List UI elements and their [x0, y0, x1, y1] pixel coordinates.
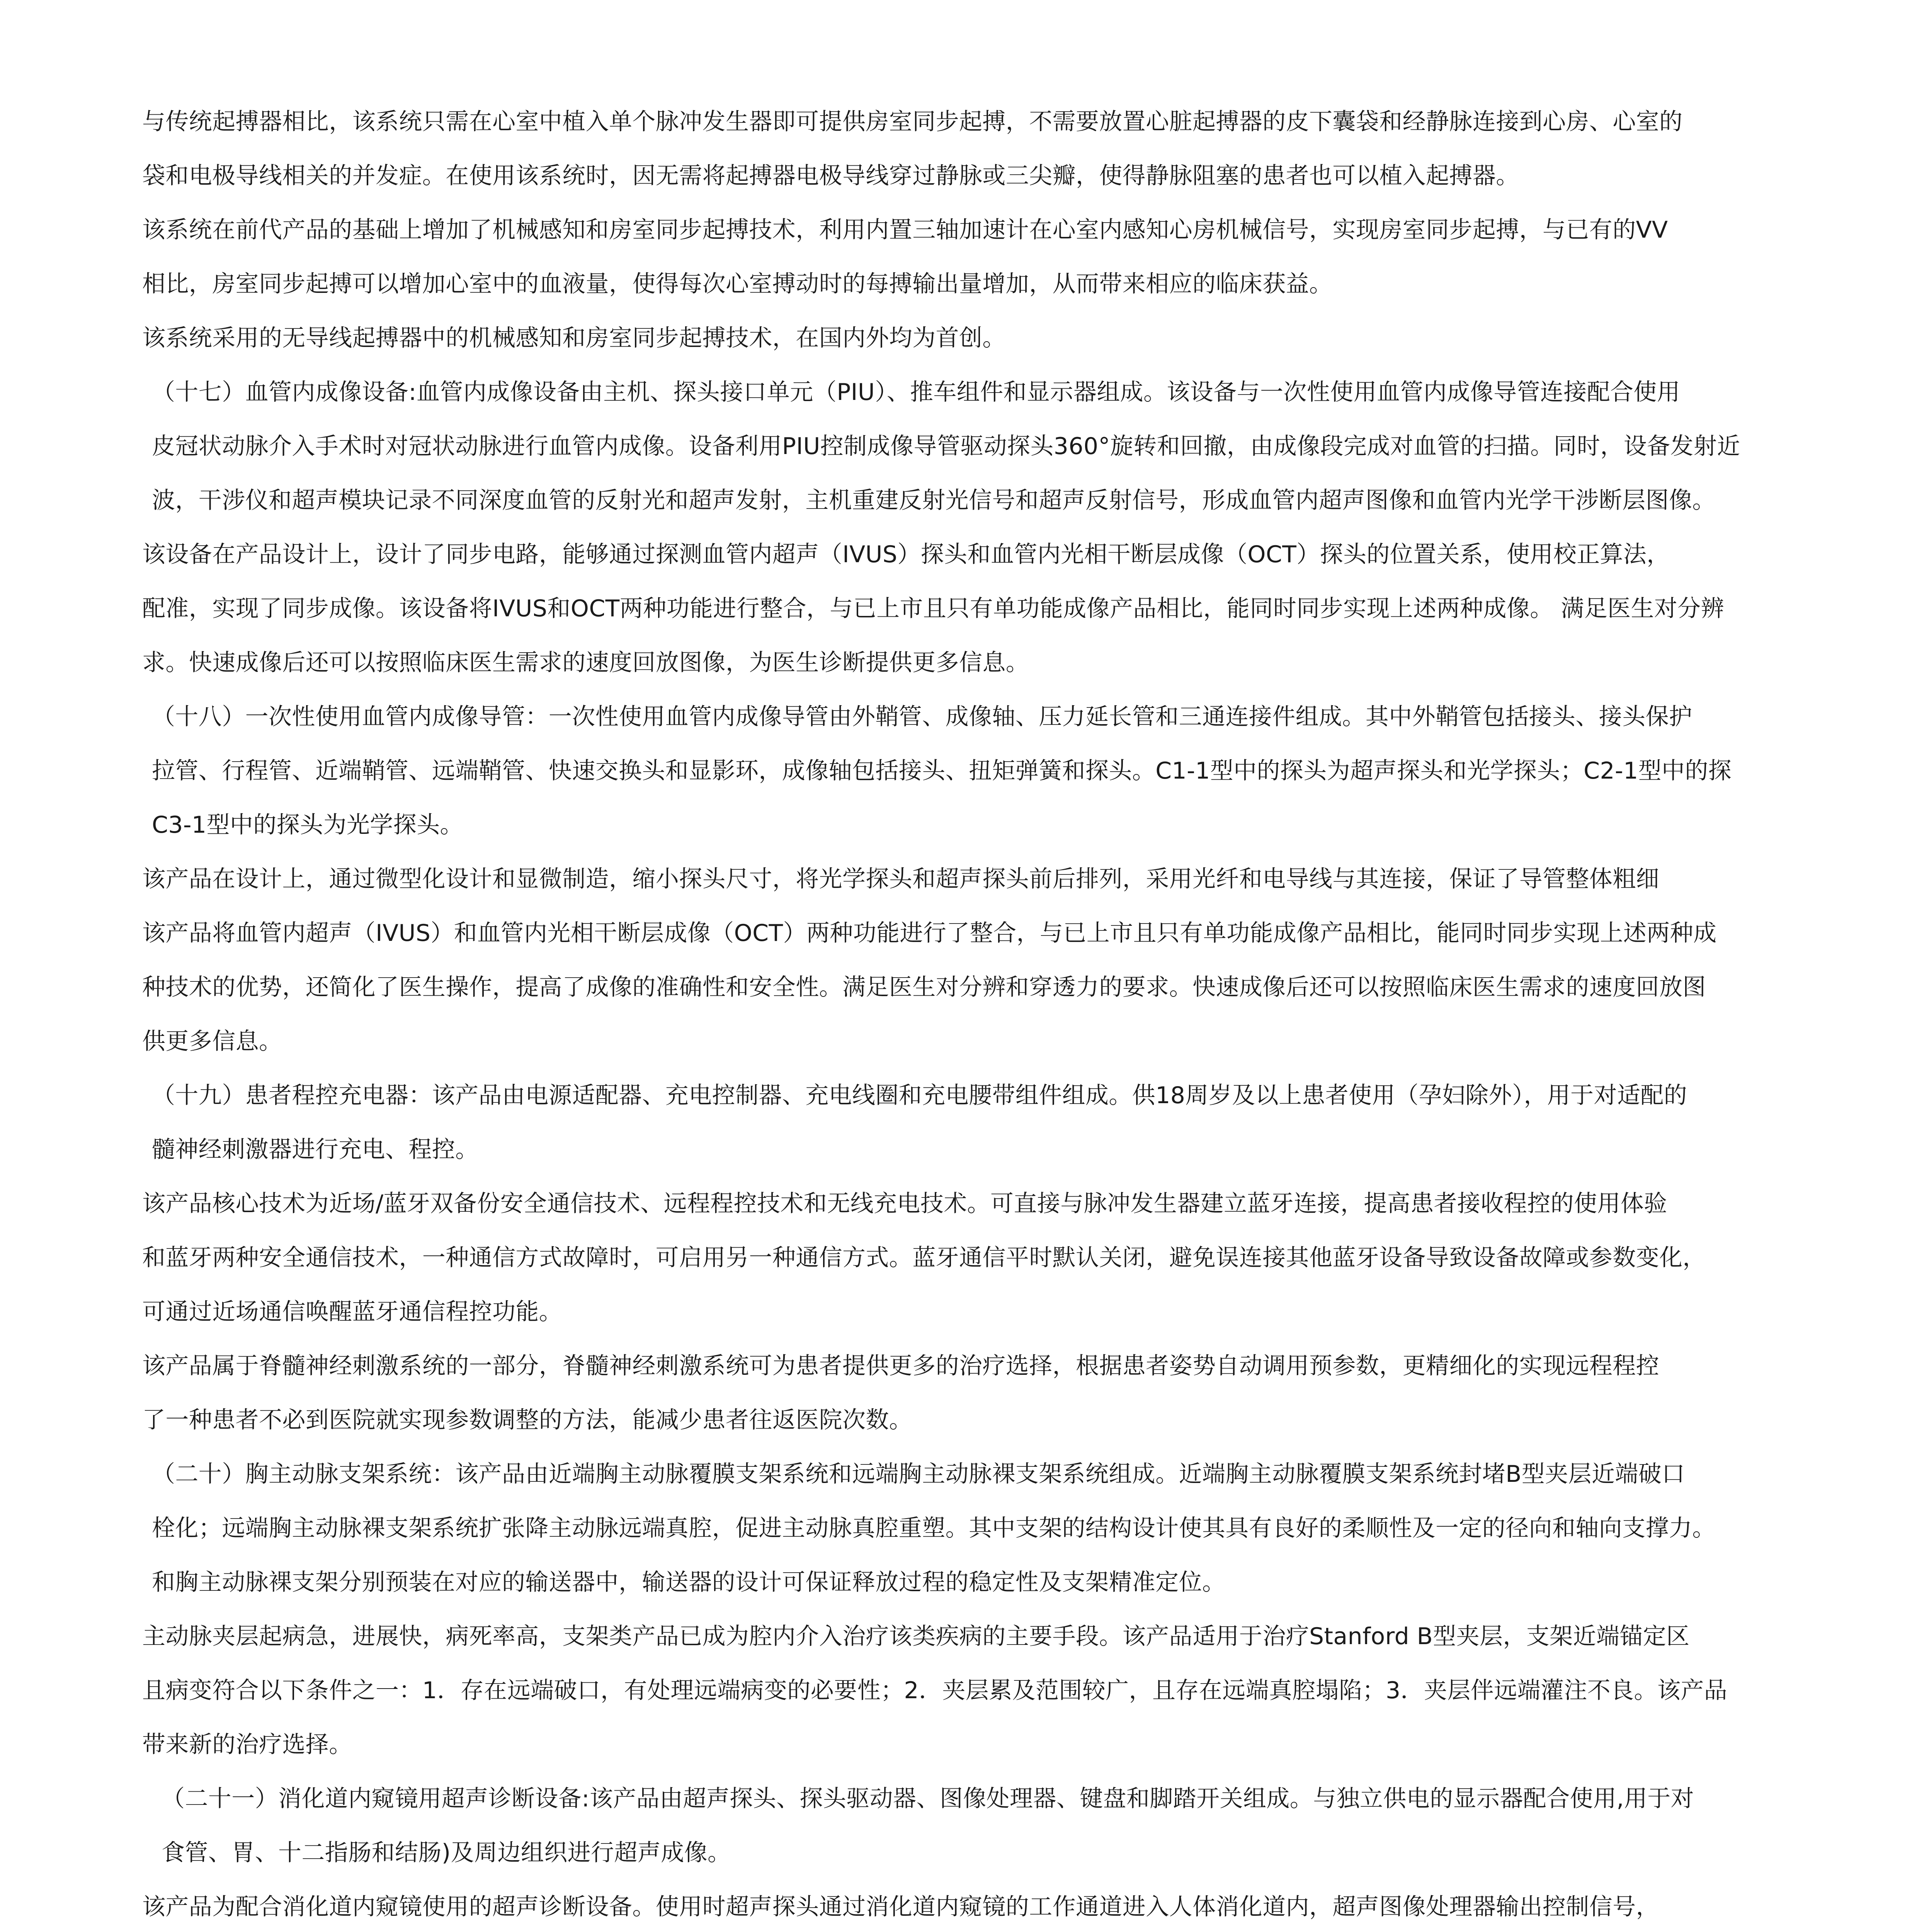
text-line: 该设备在产品设计上，设计了同步电路，能够通过探测血管内超声（IVUS）探头和血管内光相干断层成像（OCT）探头的位置关系，使用校正算法， — [142, 541, 1670, 568]
text-line: 栓化；远端胸主动脉裸支架系统扩张降主动脉远端真腔，促进主动脉真腔重塑。其中支架的结构设计使其具有良好的柔顺性及一定的径向和轴向支撑力。 — [152, 1515, 1716, 1542]
body-paragraph — [88, 311, 1917, 365]
text-line: 袋和电极导线相关的并发症。在使用该系统时，因无需将起搏器电极导线穿过静脉或三尖瓣，使得静脉阻塞的患者也可以植入起搏器。 — [142, 162, 1519, 189]
text-line: 且病变符合以下条件之一：1．存在远端破口，有处理远端病变的必要性；2．夹层累及范围较广，且存在远端真腔塌陷；3．夹层伴远端灌注不良。该产品 — [142, 1677, 1728, 1704]
document-body — [88, 95, 1917, 1932]
text-line: 该系统在前代产品的基础上增加了机械感知和房室同步起搏技术，利用内置三轴加速计在心室内感知心房机械信号，实现房室同步起搏，与已有的VV — [142, 216, 1668, 243]
text-line: 供更多信息。 — [142, 1028, 282, 1055]
text-line: C3-1型中的探头为光学探头。 — [152, 811, 463, 838]
text-line: 主动脉夹层起病急，进展快，病死率高，支架类产品已成为腔内介入治疗该类疾病的主要手段。该产品适用于治疗Stanford B型夹层，支架近端锚定区 — [142, 1623, 1690, 1650]
text-line: 该产品核心技术为近场/蓝牙双备份安全通信技术、远程程控技术和无线充电技术。可直接与脉冲发生器建立蓝牙连接，提高患者接收程控的使用体验 — [142, 1190, 1667, 1217]
text-line: 该系统采用的无导线起搏器中的机械感知和房室同步起搏技术，在国内外均为首创。 — [142, 325, 1006, 352]
text-line: 该产品在设计上，通过微型化设计和显微制造，缩小探头尺寸，将光学探头和超声探头前后排列，采用光纤和电导线与其连接，保证了导管整体粗细 — [142, 866, 1659, 893]
text-line: 该产品属于脊髓神经刺激系统的一部分，脊髓神经刺激系统可为患者提供更多的治疗选择，根据患者姿势自动调用预参数，更精细化的实现远程程控 — [142, 1352, 1659, 1379]
body-paragraph — [88, 527, 1917, 690]
text-line: 和胸主动脉裸支架分别预装在对应的输送器中，输送器的设计可保证释放过程的稳定性及支架精准定位。 — [152, 1569, 1226, 1596]
text-line: 拉管、行程管、近端鞘管、远端鞘管、快速交换头和显影环，成像轴包括接头、扭矩弹簧和探头。C1-1型中的探头为超声探头和光学探头；C2-1型中的探 — [152, 757, 1732, 784]
body-paragraph — [88, 1880, 1917, 1932]
text-line: 种技术的优势，还简化了医生操作，提高了成像的准确性和安全性。满足医生对分辨和穿透力的要求。快速成像后还可以按照临床医生需求的速度回放图 — [142, 974, 1706, 1001]
text-line: 食管、胃、十二指肠和结肠)及周边组织进行超声成像。 — [162, 1839, 731, 1866]
body-paragraph — [88, 95, 1917, 203]
text-line: （十九）患者程控充电器：该产品由电源适配器、充电控制器、充电线圈和充电腰带组件组成。供18周岁及以上患者使用（孕妇除外），用于对适配的 — [152, 1082, 1687, 1109]
section-heading-paragraph — [88, 1068, 1917, 1177]
body-paragraph — [88, 1177, 1917, 1339]
text-line: 和蓝牙两种安全通信技术，一种通信方式故障时，可启用另一种通信方式。蓝牙通信平时默认关闭，避免误连接其他蓝牙设备导致设备故障或参数变化， — [142, 1244, 1706, 1271]
body-paragraph — [88, 852, 1917, 1068]
text-line: 波，干涉仪和超声模块记录不同深度血管的反射光和超声发射，主机重建反射光信号和超声反射信号，形成血管内超声图像和血管内光学干涉断层图像。 — [152, 487, 1716, 514]
text-line: 髓神经刺激器进行充电、程控。 — [152, 1136, 479, 1163]
text-line: 该产品将血管内超声（IVUS）和血管内光相干断层成像（OCT）两种功能进行了整合，与已上市且只有单功能成像产品相比，能同时同步实现上述两种成 — [142, 920, 1717, 947]
text-line: 与传统起搏器相比，该系统只需在心室中植入单个脉冲发生器即可提供房室同步起搏，不需要放置心脏起搏器的皮下囊袋和经静脉连接到心房、心室的 — [142, 108, 1683, 135]
text-line: 相比，房室同步起搏可以增加心室中的血液量，使得每次心室搏动时的每搏输出量增加，从而带来相应的临床获益。 — [142, 270, 1333, 298]
section-heading-paragraph — [88, 690, 1917, 852]
text-line: 皮冠状动脉介入手术时对冠状动脉进行血管内成像。设备利用PIU控制成像导管驱动探头360°旋转和回撤，由成像段完成对血管的扫描。同时，设备发射近 — [152, 433, 1740, 460]
body-paragraph — [88, 1609, 1917, 1772]
text-line: （二十）胸主动脉支架系统：该产品由近端胸主动脉覆膜支架系统和远端胸主动脉裸支架系统组成。近端胸主动脉覆膜支架系统封堵B型夹层近端破口 — [152, 1461, 1685, 1488]
text-line: （二十一）消化道内窥镜用超声诊断设备:该产品由超声探头、探头驱动器、图像处理器、键盘和脚踏开关组成。与独立供电的显示器配合使用,用于对 — [162, 1785, 1694, 1812]
section-heading-paragraph — [88, 1772, 1917, 1880]
text-line: 求。快速成像后还可以按照临床医生需求的速度回放图像，为医生诊断提供更多信息。 — [142, 649, 1029, 676]
body-paragraph — [88, 1339, 1917, 1447]
text-line: 该产品为配合消化道内窥镜使用的超声诊断设备。使用时超声探头通过消化道内窥镜的工作通道进入人体消化道内，超声图像处理器输出控制信号， — [142, 1893, 1659, 1920]
section-heading-paragraph — [88, 1447, 1917, 1609]
text-line: 了一种患者不必到医院就实现参数调整的方法，能减少患者往返医院次数。 — [142, 1406, 913, 1434]
text-line: （十七）血管内成像设备:血管内成像设备由主机、探头接口单元（PIU）、推车组件和显示器组成。该设备与一次性使用血管内成像导管连接配合使用 — [152, 379, 1681, 406]
text-line: 带来新的治疗选择。 — [142, 1731, 352, 1758]
section-heading-paragraph — [88, 365, 1917, 527]
text-line: 配准，实现了同步成像。该设备将IVUS和OCT两种功能进行整合，与已上市且只有单功能成像产品相比，能同时同步实现上述两种成像。 满足医生对分辨 — [142, 595, 1724, 622]
text-line: 可通过近场通信唤醒蓝牙通信程控功能。 — [142, 1298, 563, 1325]
body-paragraph — [88, 203, 1917, 311]
text-line: （十八）一次性使用血管内成像导管：一次性使用血管内成像导管由外鞘管、成像轴、压力延长管和三通连接件组成。其中外鞘管包括接头、接头保护 — [152, 703, 1692, 730]
